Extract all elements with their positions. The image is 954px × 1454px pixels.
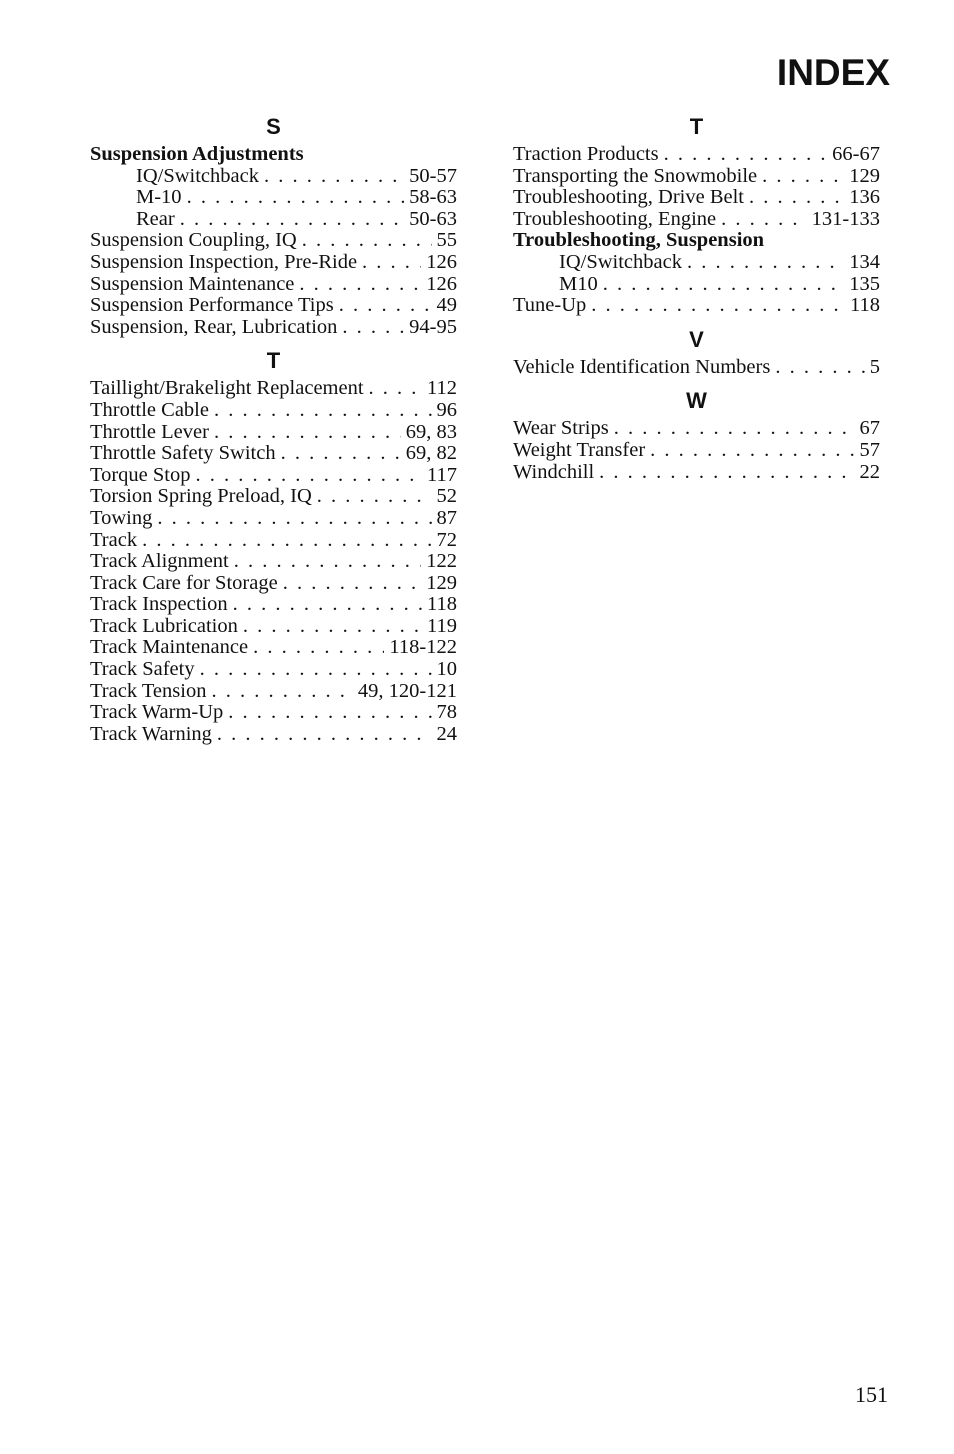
entry-label: Track Inspection — [90, 593, 228, 616]
entry-page-ref: 58-63 — [409, 186, 457, 209]
index-entry — [90, 443, 457, 465]
dot-leader — [749, 187, 844, 209]
index-subentry — [513, 274, 880, 296]
entry-page-ref: 118 — [850, 294, 880, 317]
index-entry — [513, 209, 880, 231]
entry-page-ref: 135 — [849, 272, 880, 295]
entry-label: Troubleshooting, Drive Belt — [513, 186, 745, 209]
entry-label: Track Maintenance — [90, 636, 249, 659]
index-entry — [90, 616, 457, 638]
index-entry — [513, 187, 880, 209]
dot-leader — [591, 295, 845, 317]
entry-page-ref: 55 — [436, 229, 457, 252]
entry-label: Suspension Coupling, IQ — [90, 229, 297, 252]
entry-label: Traction Products — [513, 143, 659, 165]
entry-label: Transporting the Snowmobile — [513, 164, 758, 187]
index-entry — [90, 400, 457, 422]
entry-page-ref: 112 — [427, 377, 457, 400]
index-entry — [513, 440, 880, 462]
entry-page-ref: 49, 120-121 — [357, 679, 457, 702]
index-subentry — [513, 252, 880, 274]
entry-label: Track Warm-Up — [90, 701, 224, 724]
entry-label: IQ/Switchback — [136, 164, 259, 187]
entry-label: Track — [90, 528, 138, 551]
entry-page-ref: 69, 83 — [405, 420, 457, 443]
entry-label: Suspension, Rear, Lubrication — [90, 315, 338, 338]
index-entry — [90, 659, 457, 681]
entry-page-ref: 50-63 — [409, 207, 457, 230]
entry-label: Suspension Maintenance — [90, 272, 295, 295]
entry-page-ref: 94-95 — [409, 315, 457, 338]
entry-label: Track Care for Storage — [90, 571, 278, 594]
entry-page-ref: 118 — [427, 593, 457, 616]
dot-leader — [603, 274, 845, 296]
index-entry — [90, 702, 457, 724]
dot-leader — [217, 724, 432, 746]
entry-page-ref: 72 — [436, 528, 457, 551]
entry-page-ref: 69, 82 — [405, 442, 457, 465]
dot-leader — [664, 144, 828, 166]
dot-leader — [339, 295, 432, 317]
dot-leader — [157, 508, 431, 530]
entry-page-ref: 49 — [436, 294, 457, 317]
dot-leader — [369, 378, 422, 400]
dot-leader — [187, 187, 405, 209]
entry-label: Weight Transfer — [513, 438, 646, 461]
index-entry — [90, 378, 457, 400]
entry-label: Track Lubrication — [90, 614, 238, 637]
entry-label: Taillight/Brakelight Replacement — [90, 377, 364, 400]
index-subentry — [90, 187, 457, 209]
dot-leader — [200, 659, 432, 681]
entry-label: Torque Stop — [90, 463, 191, 486]
index-entry — [90, 295, 457, 317]
index-column-right — [513, 114, 880, 483]
entry-label: Track Alignment — [90, 550, 229, 573]
entry-page-ref: 22 — [859, 460, 880, 483]
dot-leader — [299, 274, 421, 296]
dot-leader — [233, 594, 422, 616]
entry-label: Track Warning — [90, 722, 212, 745]
index-entry — [90, 486, 457, 508]
index-entry — [90, 681, 457, 703]
index-entry — [513, 166, 880, 188]
dot-leader — [687, 252, 844, 274]
dot-leader — [614, 418, 855, 440]
entry-page-ref: 118-122 — [389, 636, 457, 659]
index-entry — [513, 418, 880, 440]
entry-page-ref: 52 — [436, 485, 457, 508]
dot-leader — [196, 465, 423, 487]
dot-leader — [317, 486, 432, 508]
index-entry — [90, 274, 457, 296]
dot-leader — [180, 209, 404, 231]
index-group-heading: Suspension Adjustments — [90, 143, 304, 165]
entry-page-ref: 117 — [427, 463, 457, 486]
dot-leader — [234, 551, 421, 573]
index-entry — [513, 357, 880, 379]
index-entry — [90, 422, 457, 444]
entry-label: M10 — [559, 272, 598, 295]
entry-label: Windchill — [513, 460, 595, 483]
entry-label: M-10 — [136, 186, 182, 209]
dot-leader — [362, 252, 421, 274]
dot-leader — [281, 443, 401, 465]
entry-label: Suspension Performance Tips — [90, 294, 334, 317]
dot-leader — [599, 462, 854, 484]
index-entry — [90, 551, 457, 573]
entry-page-ref: 5 — [869, 355, 880, 378]
entry-page-ref: 24 — [436, 722, 457, 745]
entry-label: Throttle Safety Switch — [90, 442, 276, 465]
dot-leader — [253, 637, 384, 659]
section-letter-w: W — [686, 388, 707, 414]
dot-leader — [142, 530, 431, 552]
entry-page-ref: 119 — [427, 614, 457, 637]
page-title: INDEX — [776, 52, 890, 93]
index-entry — [90, 230, 457, 252]
entry-label: Throttle Cable — [90, 398, 209, 421]
entry-page-ref: 67 — [859, 417, 880, 440]
entry-label: Wear Strips — [513, 417, 609, 440]
section-letter-t: T — [266, 348, 281, 374]
index-entry — [513, 462, 880, 484]
dot-leader — [775, 357, 864, 379]
dot-leader — [650, 440, 854, 462]
entry-label: Track Tension — [90, 679, 207, 702]
section-letter-t: T — [689, 114, 704, 139]
entry-label: Track Safety — [90, 658, 195, 681]
entry-label: Towing — [90, 506, 153, 529]
dot-leader — [302, 230, 432, 252]
entry-page-ref: 129 — [849, 164, 880, 187]
dot-leader — [211, 681, 352, 703]
index-entry — [90, 637, 457, 659]
dot-leader — [721, 209, 807, 231]
dot-leader — [264, 166, 404, 188]
entry-label: Throttle Lever — [90, 420, 209, 443]
index-entry — [90, 573, 457, 595]
index-entry — [90, 530, 457, 552]
entry-label: Troubleshooting, Engine — [513, 207, 717, 230]
entry-page-ref: 57 — [859, 438, 880, 461]
entry-page-ref: 136 — [849, 186, 880, 209]
index-entry — [513, 144, 880, 166]
entry-page-ref: 122 — [426, 550, 457, 573]
section-letter-s: S — [266, 114, 281, 139]
entry-label: Torsion Spring Preload, IQ — [90, 485, 312, 508]
dot-leader — [214, 422, 401, 444]
dot-leader — [762, 166, 844, 188]
dot-leader — [283, 573, 422, 595]
section-letter-v: V — [689, 326, 704, 352]
dot-leader — [342, 317, 404, 339]
entry-label: Tune-Up — [513, 294, 587, 317]
entry-page-ref: 50-57 — [409, 164, 457, 187]
page-number: 151 — [855, 1382, 888, 1407]
entry-page-ref: 129 — [426, 571, 457, 594]
index-entry — [90, 465, 457, 487]
index-entry — [90, 594, 457, 616]
index-entry — [90, 317, 457, 339]
index-entry — [90, 508, 457, 530]
entry-page-ref: 134 — [849, 250, 880, 273]
entry-label: Suspension Inspection, Pre-Ride — [90, 250, 358, 273]
entry-label: IQ/Switchback — [559, 250, 682, 273]
entry-label: Rear — [136, 207, 175, 230]
index-entry — [90, 252, 457, 274]
entry-page-ref: 78 — [436, 701, 457, 724]
dot-leader — [214, 400, 432, 422]
index-subentry — [90, 166, 457, 188]
entry-page-ref: 96 — [436, 398, 457, 421]
entry-label: Vehicle Identification Numbers — [513, 355, 771, 378]
entry-page-ref: 87 — [436, 506, 457, 529]
entry-page-ref: 10 — [436, 658, 457, 681]
index-entry — [90, 724, 457, 746]
entry-page-ref: 131-133 — [811, 207, 880, 230]
entry-page-ref: 66-67 — [832, 143, 880, 165]
dot-leader — [243, 616, 422, 638]
index-group-heading: Troubleshooting, Suspension — [513, 229, 765, 252]
entry-page-ref: 126 — [426, 250, 457, 273]
index-column-left — [90, 114, 457, 745]
entry-page-ref: 126 — [426, 272, 457, 295]
index-subentry — [90, 209, 457, 231]
dot-leader — [228, 702, 431, 724]
index-entry — [513, 295, 880, 317]
